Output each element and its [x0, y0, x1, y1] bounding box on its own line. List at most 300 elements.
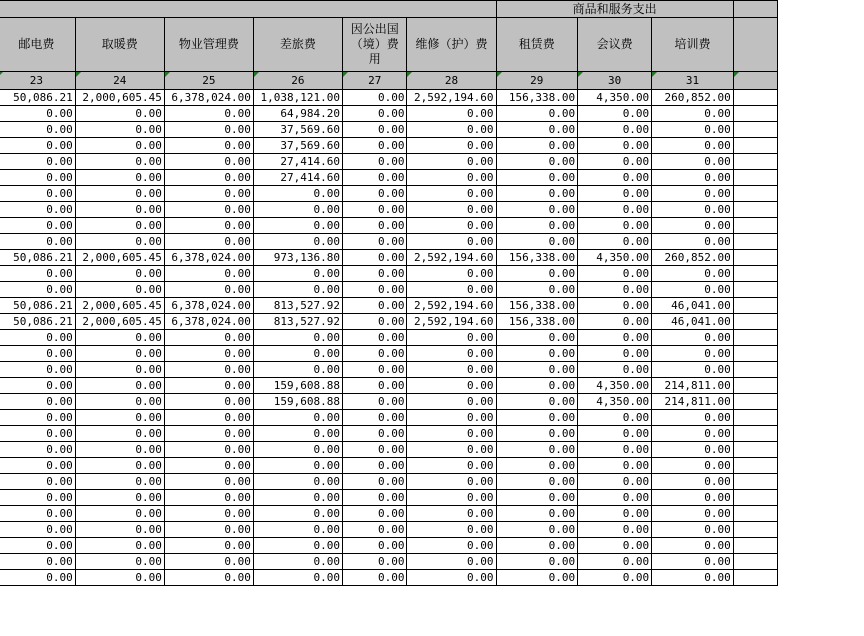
data-cell[interactable]: 0.00 — [652, 362, 734, 378]
data-cell[interactable]: 0.00 — [0, 538, 75, 554]
data-cell[interactable]: 4,350.00 — [578, 394, 652, 410]
data-cell[interactable]: 0.00 — [164, 538, 253, 554]
data-cell[interactable]: 260,852.00 — [652, 250, 734, 266]
data-cell[interactable]: 0.00 — [0, 458, 75, 474]
data-cell[interactable]: 0.00 — [0, 490, 75, 506]
data-cell[interactable]: 0.00 — [496, 106, 578, 122]
data-cell[interactable]: 0.00 — [342, 346, 407, 362]
data-cell[interactable]: 0.00 — [578, 234, 652, 250]
data-cell[interactable]: 0.00 — [164, 522, 253, 538]
data-cell[interactable]: 0.00 — [407, 122, 496, 138]
data-cell[interactable]: 0.00 — [0, 378, 75, 394]
data-cell[interactable]: 0.00 — [652, 410, 734, 426]
data-cell[interactable]: 0.00 — [0, 394, 75, 410]
data-cell[interactable]: 0.00 — [342, 394, 407, 410]
code-cell[interactable]: 27 — [342, 72, 407, 90]
data-cell[interactable]: 0.00 — [496, 282, 578, 298]
data-cell[interactable]: 0.00 — [652, 106, 734, 122]
data-cell[interactable]: 0.00 — [75, 186, 164, 202]
data-cell[interactable]: 0.00 — [164, 186, 253, 202]
data-cell[interactable]: 0.00 — [652, 538, 734, 554]
data-cell[interactable]: 0.00 — [578, 314, 652, 330]
data-cell[interactable]: 0.00 — [407, 106, 496, 122]
data-cell[interactable]: 0.00 — [0, 170, 75, 186]
data-cell[interactable]: 0.00 — [578, 490, 652, 506]
data-cell[interactable]: 0.00 — [578, 538, 652, 554]
data-cell[interactable]: 156,338.00 — [496, 314, 578, 330]
data-cell[interactable]: 0.00 — [342, 458, 407, 474]
data-cell[interactable]: 2,000,605.45 — [75, 90, 164, 106]
data-cell[interactable]: 0.00 — [578, 554, 652, 570]
data-cell[interactable]: 0.00 — [578, 410, 652, 426]
data-cell[interactable]: 0.00 — [342, 266, 407, 282]
data-cell[interactable]: 0.00 — [496, 234, 578, 250]
data-cell-offscreen[interactable] — [733, 394, 777, 410]
data-cell[interactable]: 0.00 — [164, 330, 253, 346]
data-cell[interactable]: 0.00 — [164, 570, 253, 586]
data-cell[interactable]: 0.00 — [0, 426, 75, 442]
data-cell[interactable]: 0.00 — [496, 362, 578, 378]
data-cell-offscreen[interactable] — [733, 266, 777, 282]
data-cell[interactable]: 0.00 — [75, 154, 164, 170]
data-cell[interactable]: 0.00 — [342, 202, 407, 218]
data-cell[interactable]: 0.00 — [407, 186, 496, 202]
data-cell[interactable]: 0.00 — [253, 410, 342, 426]
data-cell-offscreen[interactable] — [733, 506, 777, 522]
data-cell[interactable]: 0.00 — [496, 474, 578, 490]
header-cell[interactable]: 培训费 — [652, 18, 734, 72]
data-cell-offscreen[interactable] — [733, 458, 777, 474]
data-cell[interactable]: 0.00 — [342, 234, 407, 250]
data-cell[interactable]: 0.00 — [496, 378, 578, 394]
data-cell[interactable]: 0.00 — [578, 522, 652, 538]
data-cell[interactable]: 0.00 — [407, 522, 496, 538]
data-cell[interactable]: 0.00 — [496, 442, 578, 458]
data-cell[interactable]: 0.00 — [342, 362, 407, 378]
data-cell[interactable]: 0.00 — [342, 106, 407, 122]
data-cell[interactable]: 0.00 — [652, 122, 734, 138]
data-cell[interactable]: 0.00 — [253, 234, 342, 250]
data-cell[interactable]: 0.00 — [75, 346, 164, 362]
data-cell[interactable]: 0.00 — [164, 218, 253, 234]
data-cell[interactable]: 0.00 — [75, 362, 164, 378]
data-cell[interactable]: 0.00 — [496, 266, 578, 282]
header-cell[interactable]: 邮电费 — [0, 18, 75, 72]
data-cell[interactable]: 0.00 — [0, 570, 75, 586]
data-cell[interactable]: 50,086.21 — [0, 90, 75, 106]
data-cell[interactable]: 37,569.60 — [253, 138, 342, 154]
data-cell[interactable]: 0.00 — [75, 106, 164, 122]
data-cell[interactable]: 0.00 — [652, 138, 734, 154]
data-cell[interactable]: 0.00 — [407, 346, 496, 362]
data-cell[interactable]: 0.00 — [253, 490, 342, 506]
data-cell[interactable]: 0.00 — [75, 378, 164, 394]
data-cell[interactable]: 0.00 — [253, 346, 342, 362]
data-cell[interactable]: 0.00 — [578, 298, 652, 314]
data-cell-offscreen[interactable] — [733, 442, 777, 458]
data-cell[interactable]: 0.00 — [407, 474, 496, 490]
data-cell[interactable]: 0.00 — [407, 218, 496, 234]
data-cell[interactable]: 0.00 — [75, 218, 164, 234]
data-cell[interactable]: 0.00 — [407, 458, 496, 474]
data-cell[interactable]: 0.00 — [407, 570, 496, 586]
data-cell[interactable]: 0.00 — [0, 330, 75, 346]
header-cell[interactable]: 会议费 — [578, 18, 652, 72]
data-cell[interactable]: 0.00 — [0, 266, 75, 282]
data-cell[interactable]: 0.00 — [253, 474, 342, 490]
header-cell[interactable]: 租赁费 — [496, 18, 578, 72]
data-cell[interactable]: 0.00 — [164, 154, 253, 170]
data-cell[interactable]: 0.00 — [75, 538, 164, 554]
data-cell[interactable]: 0.00 — [407, 506, 496, 522]
data-cell[interactable]: 0.00 — [75, 442, 164, 458]
data-cell-offscreen[interactable] — [733, 106, 777, 122]
data-cell[interactable]: 64,984.20 — [253, 106, 342, 122]
data-cell[interactable]: 0.00 — [407, 394, 496, 410]
data-cell[interactable]: 0.00 — [164, 170, 253, 186]
data-cell[interactable]: 0.00 — [496, 186, 578, 202]
data-cell[interactable]: 0.00 — [652, 330, 734, 346]
data-cell[interactable]: 0.00 — [578, 426, 652, 442]
data-cell[interactable]: 0.00 — [342, 426, 407, 442]
data-cell[interactable]: 0.00 — [496, 554, 578, 570]
data-cell[interactable]: 46,041.00 — [652, 298, 734, 314]
data-cell[interactable]: 0.00 — [75, 474, 164, 490]
data-cell[interactable]: 2,592,194.60 — [407, 90, 496, 106]
data-cell[interactable]: 0.00 — [342, 250, 407, 266]
header-cell[interactable]: 维修（护）费 — [407, 18, 496, 72]
data-cell[interactable]: 0.00 — [496, 330, 578, 346]
data-cell[interactable]: 0.00 — [496, 122, 578, 138]
data-cell[interactable]: 0.00 — [75, 410, 164, 426]
data-cell[interactable]: 0.00 — [652, 202, 734, 218]
data-cell-offscreen[interactable] — [733, 474, 777, 490]
data-cell[interactable]: 0.00 — [164, 106, 253, 122]
code-cell[interactable]: 29 — [496, 72, 578, 90]
data-cell[interactable]: 0.00 — [652, 346, 734, 362]
data-cell-offscreen[interactable] — [733, 202, 777, 218]
data-cell[interactable]: 0.00 — [496, 394, 578, 410]
data-cell[interactable]: 0.00 — [407, 282, 496, 298]
data-cell[interactable]: 2,000,605.45 — [75, 250, 164, 266]
data-cell[interactable]: 0.00 — [652, 522, 734, 538]
data-cell[interactable]: 0.00 — [0, 106, 75, 122]
data-cell[interactable]: 0.00 — [578, 202, 652, 218]
data-cell[interactable]: 0.00 — [342, 330, 407, 346]
data-cell[interactable]: 0.00 — [75, 394, 164, 410]
data-cell[interactable]: 2,592,194.60 — [407, 250, 496, 266]
data-cell[interactable]: 0.00 — [342, 570, 407, 586]
data-cell[interactable]: 0.00 — [253, 538, 342, 554]
data-cell-offscreen[interactable] — [733, 122, 777, 138]
data-cell[interactable]: 0.00 — [496, 154, 578, 170]
data-cell[interactable]: 0.00 — [75, 282, 164, 298]
data-cell[interactable]: 0.00 — [342, 442, 407, 458]
data-cell[interactable]: 0.00 — [342, 538, 407, 554]
data-cell[interactable]: 0.00 — [342, 474, 407, 490]
data-cell[interactable]: 0.00 — [75, 202, 164, 218]
data-cell[interactable]: 0.00 — [164, 442, 253, 458]
data-cell[interactable]: 0.00 — [578, 442, 652, 458]
data-cell[interactable]: 813,527.92 — [253, 298, 342, 314]
data-cell[interactable]: 0.00 — [342, 378, 407, 394]
data-cell[interactable]: 0.00 — [0, 282, 75, 298]
data-cell[interactable]: 46,041.00 — [652, 314, 734, 330]
data-cell[interactable]: 0.00 — [342, 298, 407, 314]
data-cell[interactable]: 0.00 — [578, 362, 652, 378]
data-cell[interactable]: 0.00 — [164, 506, 253, 522]
data-cell[interactable]: 0.00 — [652, 218, 734, 234]
data-cell[interactable]: 0.00 — [578, 154, 652, 170]
data-cell[interactable]: 0.00 — [253, 506, 342, 522]
data-cell[interactable]: 0.00 — [164, 282, 253, 298]
data-cell-offscreen[interactable] — [733, 410, 777, 426]
data-cell[interactable]: 0.00 — [253, 218, 342, 234]
data-cell[interactable]: 0.00 — [578, 506, 652, 522]
data-cell[interactable]: 0.00 — [0, 522, 75, 538]
data-cell[interactable]: 0.00 — [164, 394, 253, 410]
data-cell[interactable]: 0.00 — [75, 170, 164, 186]
data-cell[interactable]: 156,338.00 — [496, 250, 578, 266]
header-cell[interactable]: 差旅费 — [253, 18, 342, 72]
data-cell[interactable]: 0.00 — [0, 122, 75, 138]
data-cell[interactable]: 0.00 — [164, 458, 253, 474]
data-cell[interactable]: 0.00 — [407, 490, 496, 506]
data-cell[interactable]: 0.00 — [407, 410, 496, 426]
data-cell[interactable]: 0.00 — [342, 490, 407, 506]
data-cell[interactable]: 0.00 — [164, 138, 253, 154]
data-cell[interactable]: 0.00 — [652, 186, 734, 202]
code-cell[interactable]: 28 — [407, 72, 496, 90]
data-cell[interactable]: 0.00 — [407, 202, 496, 218]
data-cell-offscreen[interactable] — [733, 138, 777, 154]
data-cell[interactable]: 0.00 — [164, 490, 253, 506]
data-cell[interactable]: 0.00 — [164, 266, 253, 282]
data-cell[interactable]: 0.00 — [407, 362, 496, 378]
data-cell[interactable]: 0.00 — [0, 362, 75, 378]
code-cell[interactable]: 26 — [253, 72, 342, 90]
data-cell[interactable]: 0.00 — [0, 442, 75, 458]
data-cell[interactable]: 0.00 — [578, 330, 652, 346]
data-cell-offscreen[interactable] — [733, 426, 777, 442]
data-cell[interactable]: 6,378,024.00 — [164, 298, 253, 314]
data-cell[interactable]: 4,350.00 — [578, 250, 652, 266]
data-cell[interactable]: 0.00 — [652, 170, 734, 186]
data-cell[interactable]: 0.00 — [75, 234, 164, 250]
data-cell[interactable]: 214,811.00 — [652, 378, 734, 394]
data-cell[interactable]: 0.00 — [253, 458, 342, 474]
data-cell[interactable]: 0.00 — [496, 458, 578, 474]
data-cell[interactable]: 0.00 — [496, 522, 578, 538]
data-cell[interactable]: 0.00 — [496, 538, 578, 554]
data-cell[interactable]: 0.00 — [578, 122, 652, 138]
data-cell[interactable]: 0.00 — [253, 186, 342, 202]
data-cell[interactable]: 37,569.60 — [253, 122, 342, 138]
data-cell[interactable]: 0.00 — [75, 490, 164, 506]
data-cell[interactable]: 0.00 — [75, 554, 164, 570]
header-cell[interactable]: 取暖费 — [75, 18, 164, 72]
data-cell[interactable]: 0.00 — [496, 570, 578, 586]
data-cell[interactable]: 0.00 — [407, 266, 496, 282]
data-cell[interactable]: 0.00 — [75, 122, 164, 138]
data-cell[interactable]: 0.00 — [75, 458, 164, 474]
data-cell[interactable]: 0.00 — [253, 554, 342, 570]
data-cell[interactable]: 6,378,024.00 — [164, 250, 253, 266]
data-cell[interactable]: 0.00 — [253, 266, 342, 282]
data-cell[interactable]: 1,038,121.00 — [253, 90, 342, 106]
data-cell[interactable]: 0.00 — [578, 218, 652, 234]
data-cell[interactable]: 0.00 — [407, 138, 496, 154]
data-cell[interactable]: 0.00 — [342, 314, 407, 330]
group-header-blank[interactable] — [0, 1, 496, 18]
data-cell[interactable]: 0.00 — [496, 346, 578, 362]
data-cell-offscreen[interactable] — [733, 490, 777, 506]
data-cell[interactable]: 0.00 — [0, 474, 75, 490]
data-cell-offscreen[interactable] — [733, 282, 777, 298]
data-cell[interactable]: 0.00 — [342, 506, 407, 522]
data-cell-offscreen[interactable] — [733, 330, 777, 346]
data-cell[interactable]: 0.00 — [253, 442, 342, 458]
header-cell[interactable]: 物业管理费 — [164, 18, 253, 72]
data-cell[interactable]: 0.00 — [652, 506, 734, 522]
data-cell[interactable]: 50,086.21 — [0, 314, 75, 330]
data-cell[interactable]: 0.00 — [578, 474, 652, 490]
data-cell[interactable]: 0.00 — [164, 554, 253, 570]
data-cell[interactable]: 0.00 — [496, 426, 578, 442]
data-cell[interactable]: 0.00 — [578, 282, 652, 298]
data-cell[interactable]: 0.00 — [407, 378, 496, 394]
data-cell[interactable]: 6,378,024.00 — [164, 314, 253, 330]
data-cell[interactable]: 0.00 — [652, 458, 734, 474]
data-cell[interactable]: 0.00 — [0, 506, 75, 522]
data-cell[interactable]: 0.00 — [0, 410, 75, 426]
data-cell[interactable]: 0.00 — [342, 186, 407, 202]
data-cell[interactable]: 0.00 — [253, 330, 342, 346]
data-cell[interactable]: 813,527.92 — [253, 314, 342, 330]
data-cell[interactable]: 0.00 — [496, 490, 578, 506]
data-cell[interactable]: 0.00 — [75, 138, 164, 154]
data-cell-offscreen[interactable] — [733, 314, 777, 330]
data-cell[interactable]: 0.00 — [578, 138, 652, 154]
data-cell[interactable]: 0.00 — [253, 570, 342, 586]
data-cell[interactable]: 2,592,194.60 — [407, 298, 496, 314]
data-cell[interactable]: 0.00 — [0, 186, 75, 202]
header-cell[interactable]: 因公出国（境）费用 — [342, 18, 407, 72]
data-cell[interactable]: 0.00 — [496, 506, 578, 522]
data-cell-offscreen[interactable] — [733, 378, 777, 394]
data-cell-offscreen[interactable] — [733, 570, 777, 586]
data-cell[interactable]: 0.00 — [652, 154, 734, 170]
data-cell[interactable]: 0.00 — [342, 170, 407, 186]
data-cell-offscreen[interactable] — [733, 218, 777, 234]
data-cell[interactable]: 27,414.60 — [253, 154, 342, 170]
data-cell[interactable]: 0.00 — [652, 474, 734, 490]
data-cell[interactable]: 0.00 — [407, 554, 496, 570]
data-cell[interactable]: 0.00 — [407, 442, 496, 458]
data-cell[interactable]: 0.00 — [342, 122, 407, 138]
data-cell[interactable]: 0.00 — [342, 138, 407, 154]
data-cell[interactable]: 2,000,605.45 — [75, 314, 164, 330]
data-cell[interactable]: 0.00 — [253, 282, 342, 298]
data-cell[interactable]: 0.00 — [578, 458, 652, 474]
data-cell-offscreen[interactable] — [733, 250, 777, 266]
data-cell[interactable]: 2,592,194.60 — [407, 314, 496, 330]
data-cell[interactable]: 50,086.21 — [0, 298, 75, 314]
data-cell[interactable]: 973,136.80 — [253, 250, 342, 266]
data-cell[interactable]: 0.00 — [652, 282, 734, 298]
data-cell[interactable]: 0.00 — [407, 234, 496, 250]
data-cell[interactable]: 0.00 — [496, 218, 578, 234]
data-cell[interactable]: 0.00 — [407, 154, 496, 170]
data-cell[interactable]: 0.00 — [164, 362, 253, 378]
data-cell[interactable]: 0.00 — [342, 554, 407, 570]
data-cell-offscreen[interactable] — [733, 554, 777, 570]
data-cell[interactable]: 0.00 — [0, 138, 75, 154]
data-cell-offscreen[interactable] — [733, 346, 777, 362]
data-cell[interactable]: 4,350.00 — [578, 378, 652, 394]
data-cell[interactable]: 260,852.00 — [652, 90, 734, 106]
data-cell[interactable]: 0.00 — [164, 122, 253, 138]
data-cell[interactable]: 0.00 — [75, 506, 164, 522]
data-cell[interactable]: 0.00 — [652, 442, 734, 458]
data-cell[interactable]: 27,414.60 — [253, 170, 342, 186]
data-cell[interactable]: 214,811.00 — [652, 394, 734, 410]
data-cell[interactable]: 0.00 — [407, 170, 496, 186]
data-cell[interactable]: 159,608.88 — [253, 394, 342, 410]
code-cell[interactable]: 25 — [164, 72, 253, 90]
data-cell[interactable]: 2,000,605.45 — [75, 298, 164, 314]
group-header-blank-right[interactable] — [733, 1, 777, 18]
data-cell[interactable]: 0.00 — [0, 346, 75, 362]
data-cell[interactable]: 0.00 — [75, 426, 164, 442]
data-cell-offscreen[interactable] — [733, 234, 777, 250]
data-cell[interactable]: 0.00 — [342, 522, 407, 538]
data-cell[interactable]: 0.00 — [75, 330, 164, 346]
data-cell[interactable]: 0.00 — [578, 186, 652, 202]
data-cell-offscreen[interactable] — [733, 362, 777, 378]
data-cell[interactable]: 0.00 — [496, 138, 578, 154]
data-cell[interactable]: 0.00 — [578, 170, 652, 186]
data-cell-offscreen[interactable] — [733, 522, 777, 538]
code-cell[interactable]: 31 — [652, 72, 734, 90]
data-cell-offscreen[interactable] — [733, 90, 777, 106]
data-cell[interactable]: 0.00 — [253, 362, 342, 378]
data-cell[interactable]: 0.00 — [652, 426, 734, 442]
data-cell[interactable]: 0.00 — [652, 266, 734, 282]
data-cell[interactable]: 156,338.00 — [496, 90, 578, 106]
data-cell[interactable]: 0.00 — [164, 234, 253, 250]
group-header-title[interactable]: 商品和服务支出 — [496, 1, 733, 18]
data-cell[interactable]: 0.00 — [652, 554, 734, 570]
data-cell[interactable]: 0.00 — [342, 410, 407, 426]
data-cell[interactable]: 0.00 — [578, 106, 652, 122]
data-cell[interactable]: 50,086.21 — [0, 250, 75, 266]
data-cell[interactable]: 0.00 — [164, 346, 253, 362]
data-cell[interactable]: 0.00 — [342, 282, 407, 298]
data-cell-offscreen[interactable] — [733, 186, 777, 202]
data-cell[interactable]: 0.00 — [75, 570, 164, 586]
data-cell[interactable]: 0.00 — [164, 202, 253, 218]
data-cell[interactable]: 0.00 — [0, 202, 75, 218]
data-cell[interactable]: 0.00 — [578, 266, 652, 282]
data-cell-offscreen[interactable] — [733, 298, 777, 314]
data-cell[interactable]: 0.00 — [253, 522, 342, 538]
data-cell[interactable]: 0.00 — [342, 218, 407, 234]
data-cell[interactable]: 0.00 — [652, 490, 734, 506]
data-cell[interactable]: 0.00 — [342, 90, 407, 106]
data-cell[interactable]: 0.00 — [652, 234, 734, 250]
data-cell[interactable]: 0.00 — [164, 378, 253, 394]
